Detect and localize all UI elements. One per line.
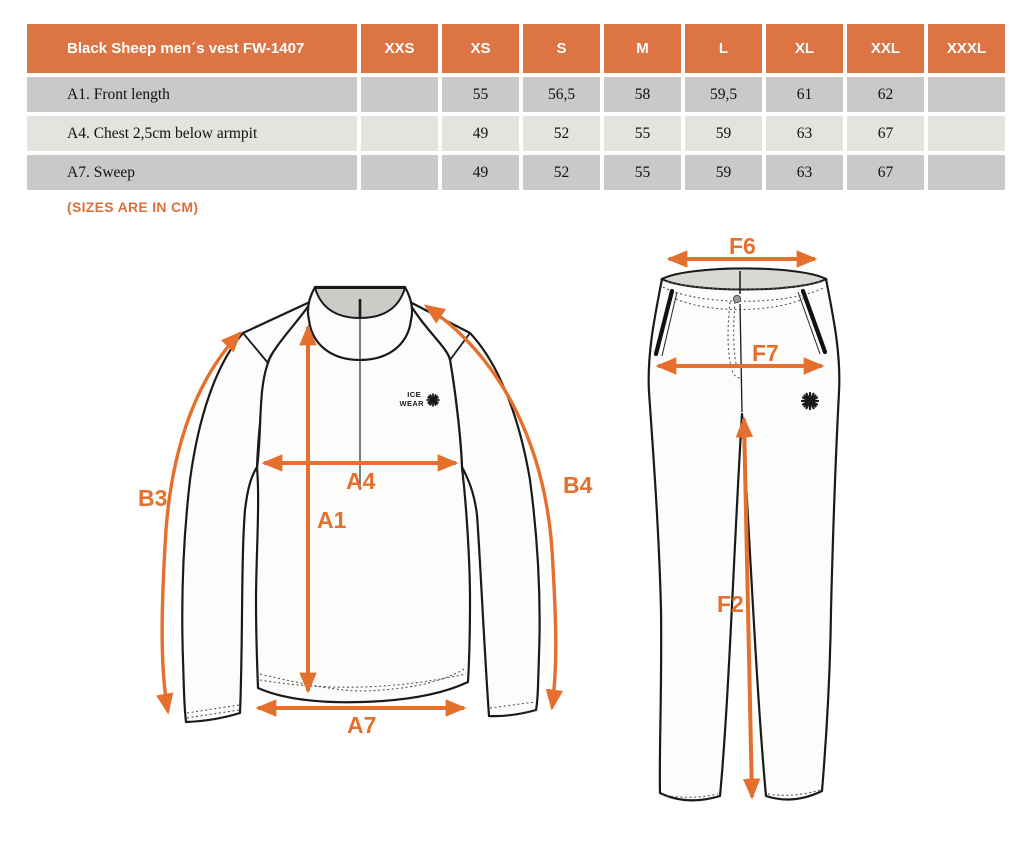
row-label: A1. Front length <box>27 77 357 112</box>
column-header-m: M <box>604 24 681 73</box>
f2-label: F2 <box>717 591 744 617</box>
b4-label: B4 <box>563 472 593 498</box>
pants-body <box>649 269 840 801</box>
snowflake-icon <box>427 394 439 406</box>
column-header-xxl: XXL <box>847 24 924 73</box>
column-header-l: L <box>685 24 762 73</box>
pants-diagram <box>649 233 840 800</box>
value-cell: 58 <box>604 77 681 112</box>
column-header-s: S <box>523 24 600 73</box>
logo-text-wear: WEAR <box>399 399 424 408</box>
f7-label: F7 <box>752 340 779 366</box>
value-cell: 62 <box>847 77 924 112</box>
column-header-xs: XS <box>442 24 519 73</box>
value-cell: 55 <box>604 116 681 151</box>
column-header-xxs: XXS <box>361 24 438 73</box>
value-cell: 49 <box>442 155 519 190</box>
a1-label: A1 <box>317 507 347 533</box>
waistband-opening <box>662 269 826 290</box>
value-cell: 61 <box>766 77 843 112</box>
row-label: A7. Sweep <box>27 155 357 190</box>
column-header-xl: XL <box>766 24 843 73</box>
b3-label: B3 <box>138 485 168 511</box>
snowflake-icon <box>802 393 818 409</box>
value-cell: 59 <box>685 155 762 190</box>
f6-label: F6 <box>729 233 756 259</box>
value-cell: 49 <box>442 116 519 151</box>
a4-label: A4 <box>346 468 376 494</box>
value-cell: 59 <box>685 116 762 151</box>
row-label: A4. Chest 2,5cm below armpit <box>27 116 357 151</box>
value-cell: 55 <box>604 155 681 190</box>
value-cell: 52 <box>523 155 600 190</box>
value-cell: 63 <box>766 155 843 190</box>
value-cell: 59,5 <box>685 77 762 112</box>
column-header-xxxl: XXXL <box>928 24 1005 73</box>
logo-text-ice: ICE <box>407 390 421 399</box>
value-cell: 55 <box>442 77 519 112</box>
value-cell: 63 <box>766 116 843 151</box>
sizes-unit-note: (SIZES ARE IN CM) <box>67 199 199 215</box>
a7-label: A7 <box>347 712 377 738</box>
value-cell: 52 <box>523 116 600 151</box>
value-cell: 56,5 <box>523 77 600 112</box>
value-cell: 67 <box>847 155 924 190</box>
vest-diagram <box>138 287 593 738</box>
vest-body <box>256 301 470 702</box>
product-title: Black Sheep men´s vest FW-1407 <box>27 24 357 73</box>
waist-button <box>733 295 740 302</box>
value-cell: 67 <box>847 116 924 151</box>
